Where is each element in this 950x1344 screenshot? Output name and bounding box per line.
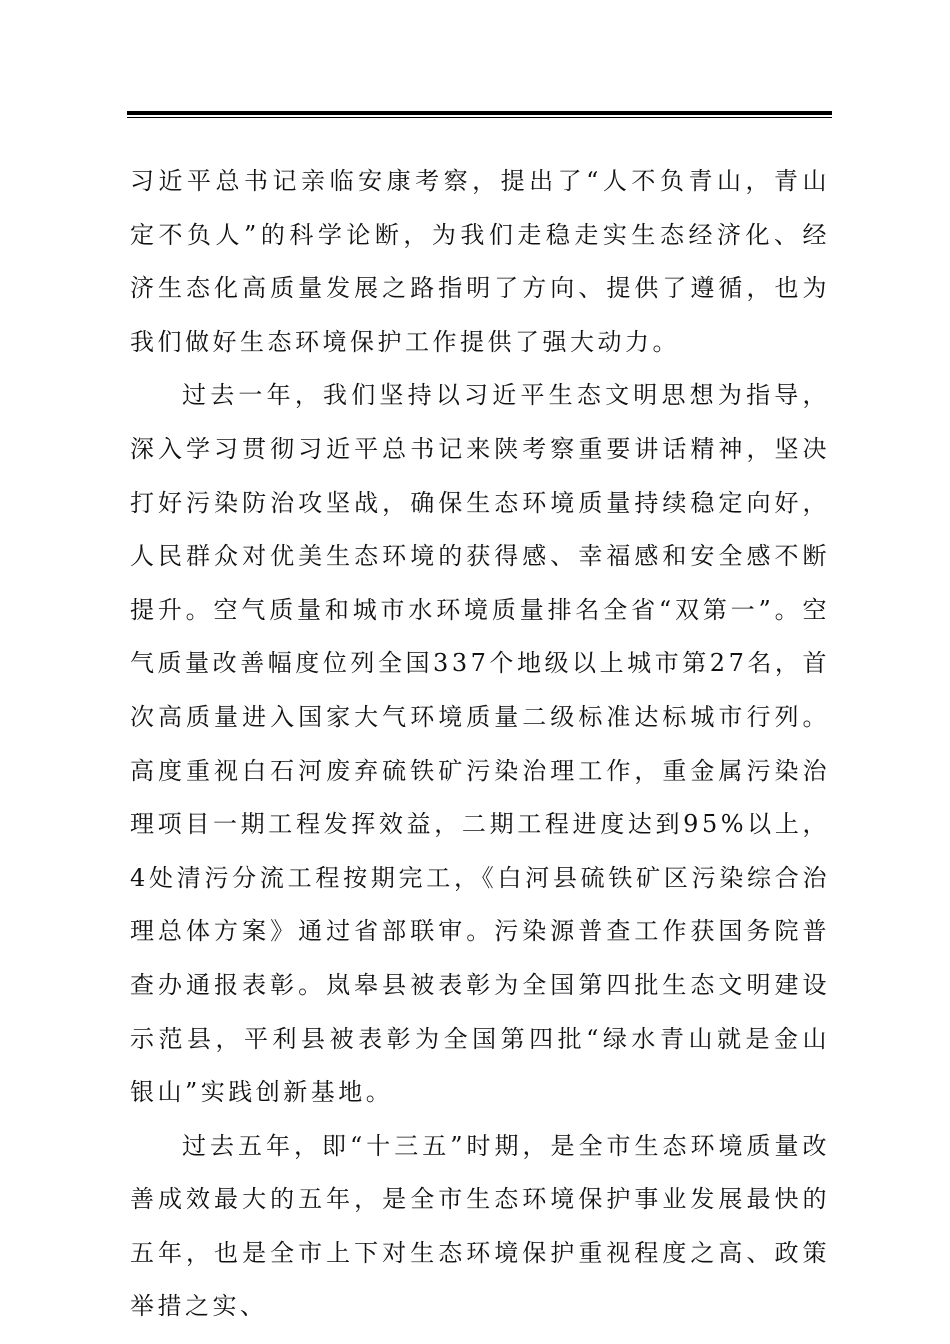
paragraph-1: 习近平总书记亲临安康考察，提出了“人不负青山，青山定不负人”的科学论断，为我们走稳走实生态经济化、经济生态化高质量发展之路指明了方向、提供了遵循，也为我们做好生态环境保护工作提供了强大动力。 xyxy=(130,167,830,356)
paragraph-3: 过去五年，即“十三五”时期，是全市生态环境质量改善成效最大的五年，是全市生态环境保护事业发展最快的五年，也是全市上下对生态环境保护重视程度之高、政策举措之实、 xyxy=(130,1131,830,1321)
header-double-rule xyxy=(127,111,832,118)
paragraph-2: 过去一年，我们坚持以习近平生态文明思想为指导，深入学习贯彻习近平总书记来陕考察重要讲话精神，坚决打好污染防治攻坚战，确保生态环境质量持续稳定向好，人民群众对优美生态环境的获得感、幸福感和安全感不断提升。空气质量和城市水环境质量排名全省“双第一”。空气质量改善幅度位列全国337个地级以上城市第27名，首次高质量进入国家大气环境质量二级标准达标城市行列。高度重视白石河废弃硫铁矿污染治理工作，重金属污染治理项目一期工程发挥效益，二期工程进度达到95%以上，4处清污分流工程按期完工，《白河县硫铁矿区污染综合治理总体方案》通过省部联审。污染源普查工作获国务院普查办通报表彰。岚皋县被表彰为全国第四批生态文明建设示范县，平利县被表彰为全国第四批“绿水青山就是金山银山”实践创新基地。 xyxy=(130,381,830,1107)
document-body xyxy=(130,155,830,1334)
header-rule-thin xyxy=(127,117,832,118)
